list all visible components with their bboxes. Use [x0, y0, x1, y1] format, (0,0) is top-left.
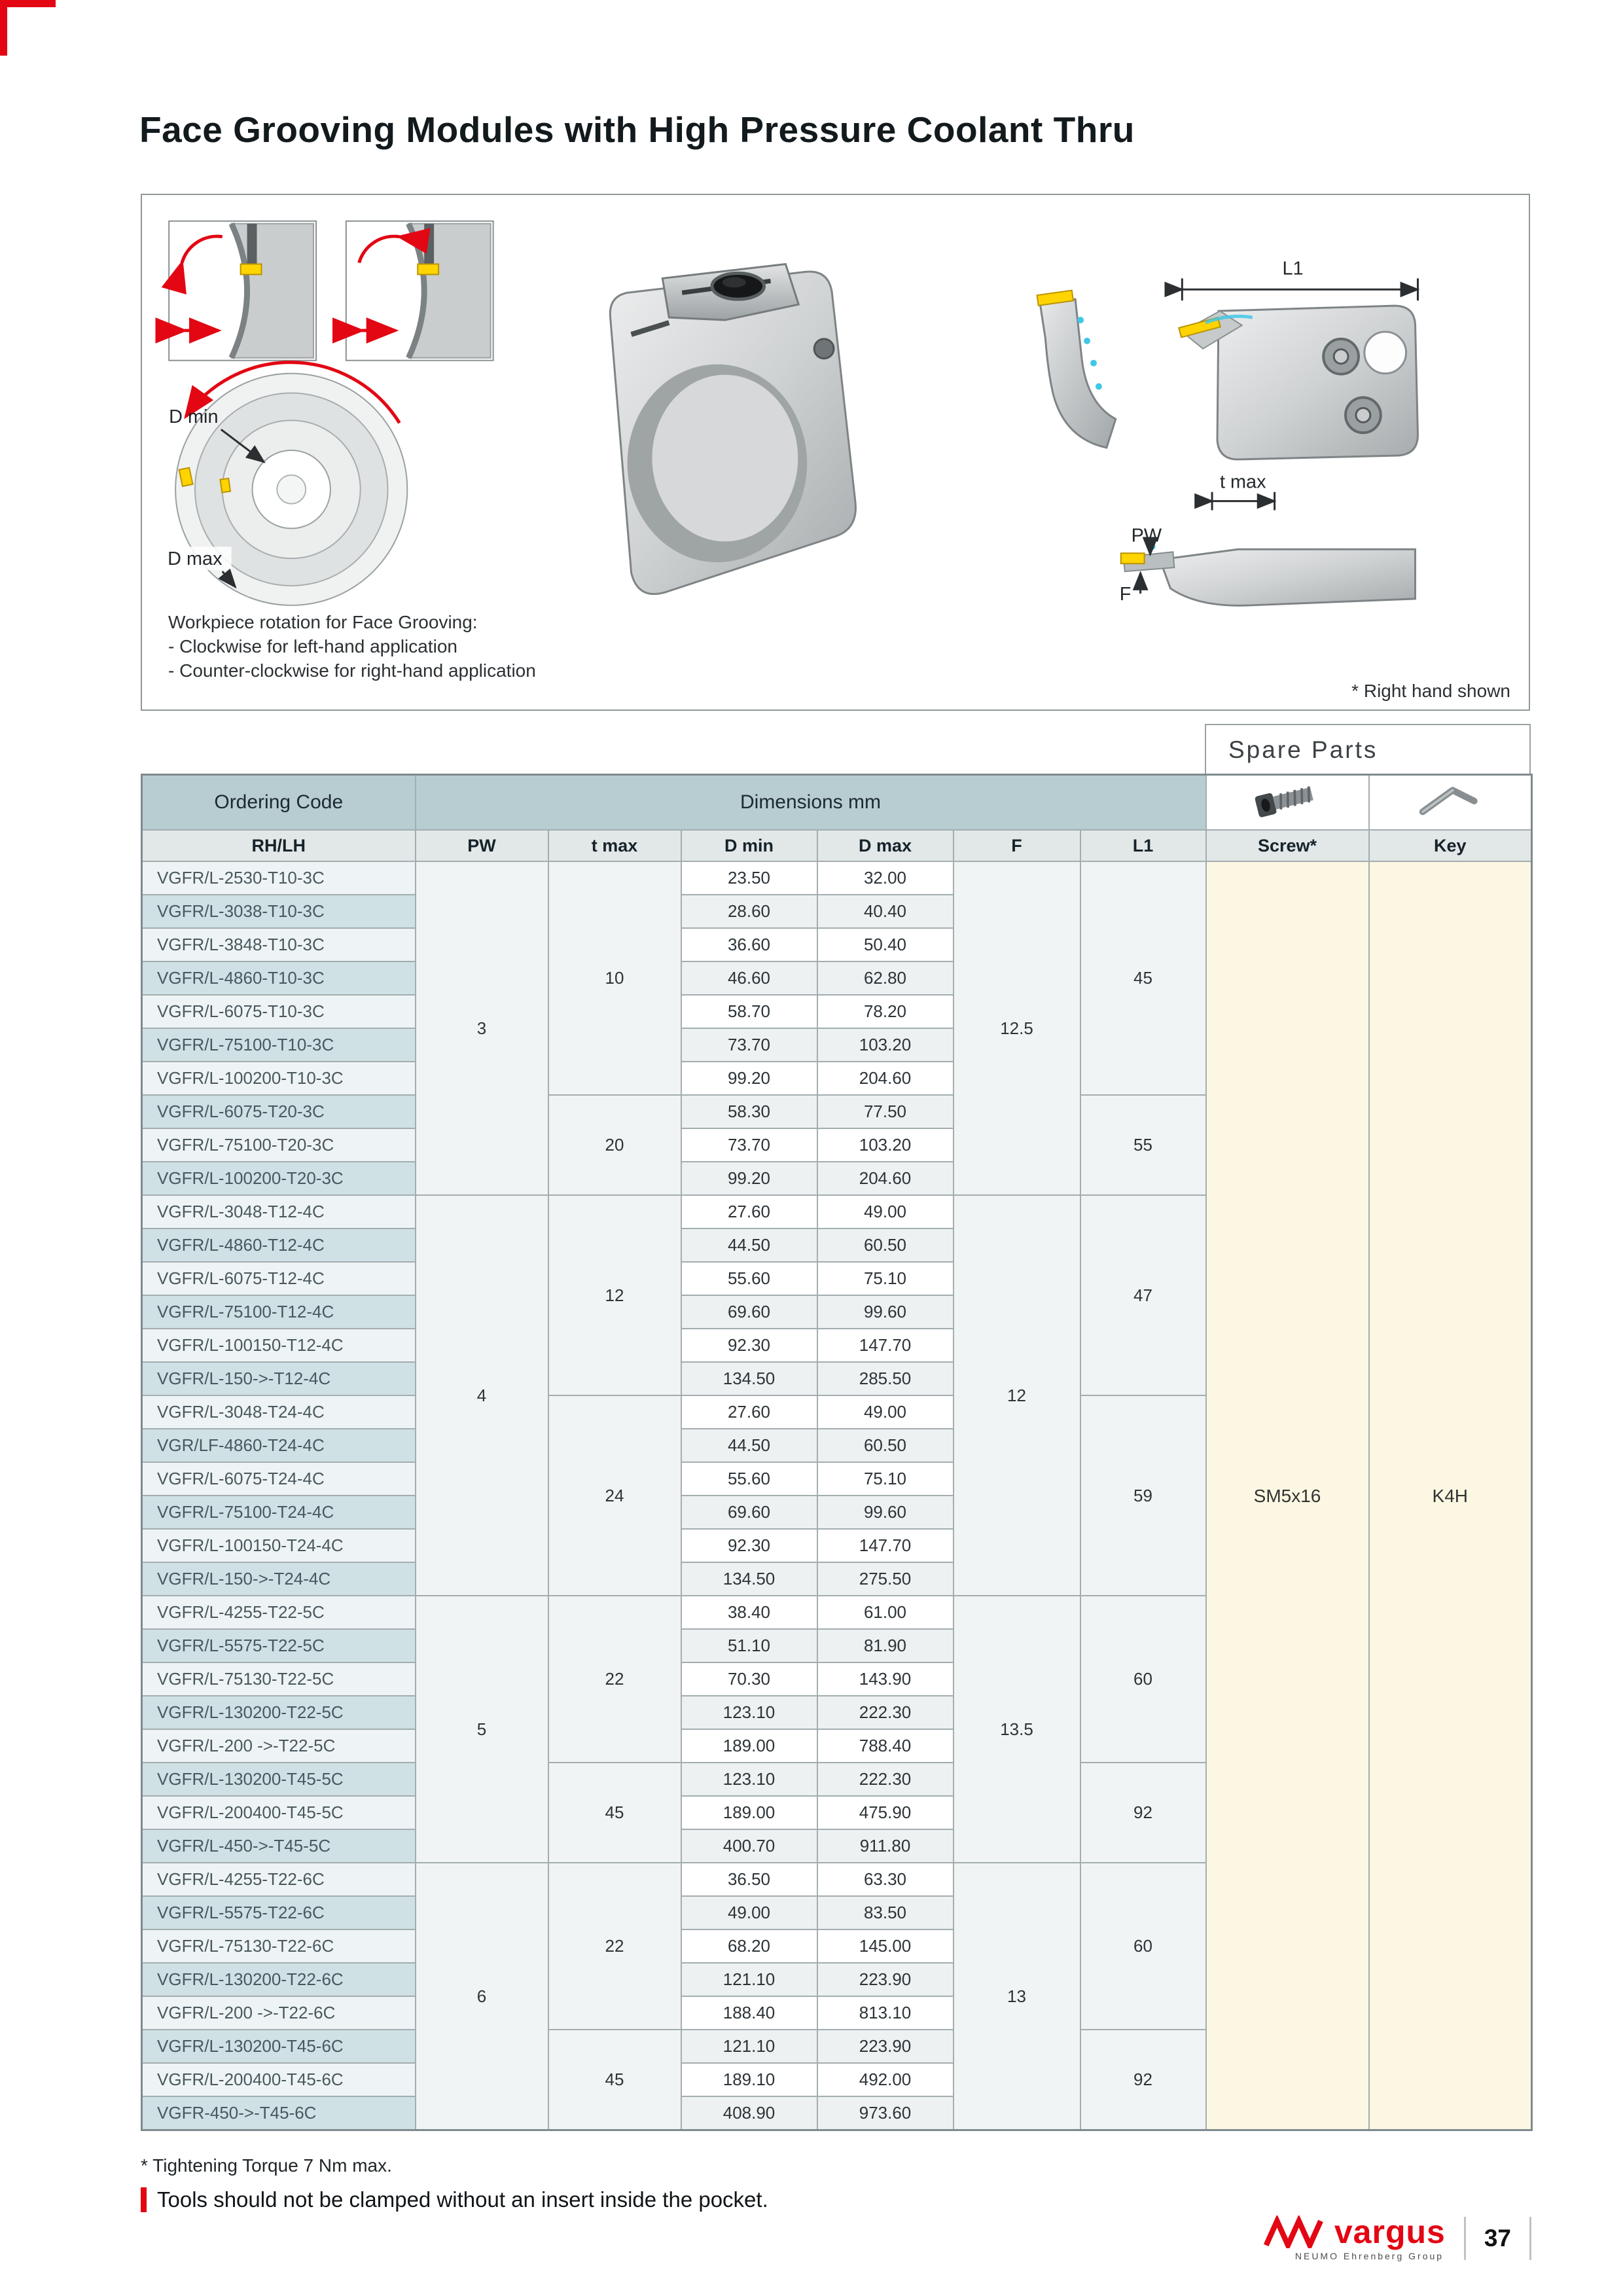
tmax-cell: 20: [548, 1095, 681, 1195]
dmax-cell: 223.90: [817, 2030, 954, 2063]
col-header-rhlh: RH/LH: [142, 830, 416, 861]
holder-coolant-render: [1037, 291, 1116, 448]
dmin-cell: 44.50: [681, 1429, 817, 1462]
screw-cell: SM5x16: [1206, 861, 1369, 2130]
dmax-cell: 61.00: [817, 1596, 954, 1629]
dmin-cell: 38.40: [681, 1596, 817, 1629]
ordering-code-cell: VGFR/L-75130-T22-6C: [142, 1929, 416, 1963]
dmin-cell: 92.30: [681, 1529, 817, 1562]
tmax-cell: 22: [548, 1596, 681, 1763]
footer-divider: [1464, 2217, 1466, 2260]
dmin-cell: 123.10: [681, 1763, 817, 1796]
torque-footnote: * Tightening Torque 7 Nm max.: [141, 2155, 392, 2176]
ordering-code-cell: VGFR/L-6075-T24-4C: [142, 1462, 416, 1496]
page-title: Face Grooving Modules with High Pressure Coolant Thru: [139, 109, 1135, 150]
dmin-cell: 55.60: [681, 1462, 817, 1496]
spare-parts-label: Spare Parts: [1228, 736, 1378, 763]
page-footer: [1264, 2215, 1531, 2261]
dmax-cell: 63.30: [817, 1863, 954, 1896]
ordering-code-cell: VGFR/L-75100-T10-3C: [142, 1028, 416, 1062]
dmax-cell: 788.40: [817, 1729, 954, 1763]
col-header-dmin: D min: [681, 830, 817, 861]
dimensions-header: Dimensions mm: [416, 775, 1206, 831]
red-bar-icon: [141, 2187, 147, 2212]
rotation-note-line1: Workpiece rotation for Face Grooving:: [168, 612, 478, 632]
dmax-cell: 49.00: [817, 1395, 954, 1429]
dmin-cell: 70.30: [681, 1662, 817, 1696]
dmax-cell: 99.60: [817, 1295, 954, 1329]
brand-group-name: NEUMO Ehrenberg Group: [1294, 2251, 1444, 2261]
ordering-code-cell: VGFR/L-100200-T10-3C: [142, 1062, 416, 1095]
spare-parts-header: [1205, 724, 1531, 775]
rotation-note-line3: - Counter-clockwise for right-hand application: [168, 660, 536, 681]
col-header-dmax: D max: [817, 830, 954, 861]
ordering-code-cell: VGFR/L-4860-T10-3C: [142, 961, 416, 995]
dmin-cell: 189.00: [681, 1729, 817, 1763]
dmin-cell: 134.50: [681, 1562, 817, 1596]
dmax-cell: 32.00: [817, 861, 954, 895]
f-cell: 12: [954, 1195, 1080, 1596]
l1-cell: 92: [1080, 2030, 1206, 2130]
ordering-table: [141, 774, 1533, 2131]
hex-key-icon: [1414, 781, 1486, 819]
ordering-code-cell: VGFR/L-100150-T12-4C: [142, 1329, 416, 1362]
dmin-cell: 400.70: [681, 1829, 817, 1863]
ordering-code-cell: VGFR/L-6075-T12-4C: [142, 1262, 416, 1295]
l1-cell: 59: [1080, 1395, 1206, 1596]
rotation-thumbnail-left: [169, 221, 316, 361]
brand-name: vargus: [1334, 2214, 1446, 2250]
l1-cell: 47: [1080, 1195, 1206, 1395]
pw-label: PW: [1131, 525, 1162, 547]
f-cell: 12.5: [954, 861, 1080, 1195]
ordering-code-cell: VGFR/L-4860-T12-4C: [142, 1229, 416, 1262]
dmin-cell: 27.60: [681, 1395, 817, 1429]
ordering-code-cell: VGFR/L-200400-T45-5C: [142, 1796, 416, 1829]
l1-label: L1: [1282, 258, 1304, 279]
l1-cell: 60: [1080, 1596, 1206, 1763]
ordering-code-cell: VGFR/L-3048-T12-4C: [142, 1195, 416, 1229]
dmin-cell: 68.20: [681, 1929, 817, 1963]
dmax-cell: 60.50: [817, 1229, 954, 1262]
screw-header-cell: [1206, 775, 1369, 831]
dmax-cell: 492.00: [817, 2063, 954, 2096]
ordering-code-cell: VGFR-450->-T45-6C: [142, 2096, 416, 2130]
dmin-cell: 28.60: [681, 895, 817, 928]
dmin-cell: 51.10: [681, 1629, 817, 1662]
rotation-note-line2: - Clockwise for left-hand application: [168, 636, 457, 656]
ordering-code-cell: VGFR/L-150->-T24-4C: [142, 1562, 416, 1596]
dmin-cell: 189.10: [681, 2063, 817, 2096]
pw-cell: 3: [416, 861, 548, 1195]
d-max-label: D max: [168, 548, 223, 570]
page-number: 37: [1484, 2225, 1511, 2251]
pw-cell: 4: [416, 1195, 548, 1596]
tmax-cell: 10: [548, 861, 681, 1095]
table-header-row-1: [142, 775, 1532, 831]
l1-cell: 45: [1080, 861, 1206, 1095]
figure-panel: [141, 194, 1530, 711]
dmin-cell: 73.70: [681, 1028, 817, 1062]
f-cell: 13: [954, 1863, 1080, 2130]
table-row: [142, 861, 1532, 895]
ordering-code-cell: VGFR/L-5575-T22-5C: [142, 1629, 416, 1662]
key-header-cell: [1369, 775, 1532, 831]
insert-warning-text: Tools should not be clamped without an insert inside the pocket.: [157, 2187, 768, 2212]
ordering-code-cell: VGFR/L-3038-T10-3C: [142, 895, 416, 928]
dmin-cell: 69.60: [681, 1295, 817, 1329]
ordering-code-cell: VGFR/L-4255-T22-6C: [142, 1863, 416, 1896]
dmin-cell: 99.20: [681, 1162, 817, 1195]
dmin-cell: 73.70: [681, 1128, 817, 1162]
dmin-cell: 36.60: [681, 928, 817, 961]
ordering-code-cell: VGFR/L-75130-T22-5C: [142, 1662, 416, 1696]
dmin-cell: 121.10: [681, 1963, 817, 1996]
pw-cell: 5: [416, 1596, 548, 1863]
dmin-cell: 27.60: [681, 1195, 817, 1229]
dmax-cell: 147.70: [817, 1329, 954, 1362]
ordering-code-cell: VGFR/L-100150-T24-4C: [142, 1529, 416, 1562]
dmax-cell: 81.90: [817, 1629, 954, 1662]
dmin-cell: 58.70: [681, 995, 817, 1028]
rotation-note: [168, 610, 536, 683]
f-label: F: [1119, 583, 1132, 605]
col-header-pw: PW: [416, 830, 548, 861]
ordering-code-cell: VGFR/L-200400-T45-6C: [142, 2063, 416, 2096]
col-header-tmax: t max: [548, 830, 681, 861]
ordering-code-cell: VGFR/L-4255-T22-5C: [142, 1596, 416, 1629]
diameter-range-diagram: [164, 363, 407, 605]
dmax-cell: 143.90: [817, 1662, 954, 1696]
l1-cell: 60: [1080, 1863, 1206, 2030]
dmin-cell: 99.20: [681, 1062, 817, 1095]
dmax-cell: 75.10: [817, 1462, 954, 1496]
l1-cell: 92: [1080, 1763, 1206, 1863]
dmin-cell: 55.60: [681, 1262, 817, 1295]
ordering-code-cell: VGFR/L-130200-T45-6C: [142, 2030, 416, 2063]
t-max-label: t max: [1220, 471, 1266, 493]
ordering-code-cell: VGFR/L-6075-T20-3C: [142, 1095, 416, 1128]
ordering-code-cell: VGFR/L-5575-T22-6C: [142, 1896, 416, 1929]
dmax-cell: 99.60: [817, 1496, 954, 1529]
ordering-code-cell: VGFR/L-2530-T10-3C: [142, 861, 416, 895]
tmax-cell: 24: [548, 1395, 681, 1596]
blade-profile-render: [1120, 472, 1416, 606]
dmax-cell: 145.00: [817, 1929, 954, 1963]
ordering-code-cell: VGFR/L-130200-T45-5C: [142, 1763, 416, 1796]
dmin-cell: 58.30: [681, 1095, 817, 1128]
ordering-code-cell: VGFR/L-150->-T12-4C: [142, 1362, 416, 1395]
dmax-cell: 147.70: [817, 1529, 954, 1562]
ordering-code-cell: VGR/LF-4860-T24-4C: [142, 1429, 416, 1462]
screw-icon: [1251, 781, 1323, 819]
ordering-code-cell: VGFR/L-75100-T24-4C: [142, 1496, 416, 1529]
dmax-cell: 77.50: [817, 1095, 954, 1128]
ordering-code-cell: VGFR/L-6075-T10-3C: [142, 995, 416, 1028]
vargus-logo: [1264, 2215, 1446, 2261]
dmax-cell: 813.10: [817, 1996, 954, 2030]
dmin-cell: 92.30: [681, 1329, 817, 1362]
ordering-code-cell: VGFR/L-3048-T24-4C: [142, 1395, 416, 1429]
dmax-cell: 973.60: [817, 2096, 954, 2130]
dmax-cell: 50.40: [817, 928, 954, 961]
tmax-cell: 45: [548, 2030, 681, 2130]
dmax-cell: 475.90: [817, 1796, 954, 1829]
l1-cell: 55: [1080, 1095, 1206, 1195]
insert-warning: [141, 2187, 768, 2212]
rotation-thumbnail-right: [346, 221, 493, 361]
ordering-code-cell: VGFR/L-75100-T20-3C: [142, 1128, 416, 1162]
vargus-zigzag-icon: [1264, 2215, 1329, 2248]
col-header-key: Key: [1369, 830, 1532, 861]
tmax-cell: 12: [548, 1195, 681, 1395]
dmin-cell: 69.60: [681, 1496, 817, 1529]
ordering-code-cell: VGFR/L-100200-T20-3C: [142, 1162, 416, 1195]
dmin-cell: 46.60: [681, 961, 817, 995]
dmin-cell: 408.90: [681, 2096, 817, 2130]
col-header-f: F: [954, 830, 1080, 861]
dmax-cell: 103.20: [817, 1028, 954, 1062]
tmax-cell: 22: [548, 1863, 681, 2030]
red-corner-mark: [0, 0, 56, 56]
right-hand-note: * Right hand shown: [1351, 681, 1510, 701]
dmin-cell: 189.00: [681, 1796, 817, 1829]
module-3d-render: [610, 264, 855, 594]
f-cell: 13.5: [954, 1596, 1080, 1863]
col-header-l1: L1: [1080, 830, 1206, 861]
dmin-cell: 123.10: [681, 1696, 817, 1729]
dmax-cell: 275.50: [817, 1562, 954, 1596]
dmax-cell: 83.50: [817, 1896, 954, 1929]
dmax-cell: 78.20: [817, 995, 954, 1028]
dmin-cell: 121.10: [681, 2030, 817, 2063]
module-dimensioned-render: [1179, 258, 1418, 459]
ordering-code-cell: VGFR/L-450->-T45-5C: [142, 1829, 416, 1863]
table-header-row-2: [142, 830, 1532, 861]
dmax-cell: 49.00: [817, 1195, 954, 1229]
dmax-cell: 62.80: [817, 961, 954, 995]
dmax-cell: 223.90: [817, 1963, 954, 1996]
ordering-code-cell: VGFR/L-75100-T12-4C: [142, 1295, 416, 1329]
dmin-cell: 36.50: [681, 1863, 817, 1896]
dmax-cell: 103.20: [817, 1128, 954, 1162]
dmax-cell: 40.40: [817, 895, 954, 928]
tmax-cell: 45: [548, 1763, 681, 1863]
dmin-cell: 44.50: [681, 1229, 817, 1262]
ordering-code-cell: VGFR/L-130200-T22-6C: [142, 1963, 416, 1996]
dmin-cell: 49.00: [681, 1896, 817, 1929]
dmin-cell: 188.40: [681, 1996, 817, 2030]
dmax-cell: 222.30: [817, 1763, 954, 1796]
dmax-cell: 204.60: [817, 1062, 954, 1095]
dmax-cell: 75.10: [817, 1262, 954, 1295]
ordering-code-header: Ordering Code: [142, 775, 416, 831]
dmax-cell: 911.80: [817, 1829, 954, 1863]
key-cell: K4H: [1369, 861, 1532, 2130]
ordering-code-cell: VGFR/L-200 ->-T22-5C: [142, 1729, 416, 1763]
dmax-cell: 204.60: [817, 1162, 954, 1195]
col-header-screw: Screw*: [1206, 830, 1369, 861]
ordering-code-cell: VGFR/L-3848-T10-3C: [142, 928, 416, 961]
d-min-label: D min: [169, 406, 219, 428]
pw-cell: 6: [416, 1863, 548, 2130]
footer-divider-right: [1529, 2217, 1531, 2260]
dmax-cell: 60.50: [817, 1429, 954, 1462]
dmax-cell: 222.30: [817, 1696, 954, 1729]
ordering-code-cell: VGFR/L-200 ->-T22-6C: [142, 1996, 416, 2030]
dmax-cell: 285.50: [817, 1362, 954, 1395]
dmin-cell: 23.50: [681, 861, 817, 895]
dmin-cell: 134.50: [681, 1362, 817, 1395]
ordering-code-cell: VGFR/L-130200-T22-5C: [142, 1696, 416, 1729]
